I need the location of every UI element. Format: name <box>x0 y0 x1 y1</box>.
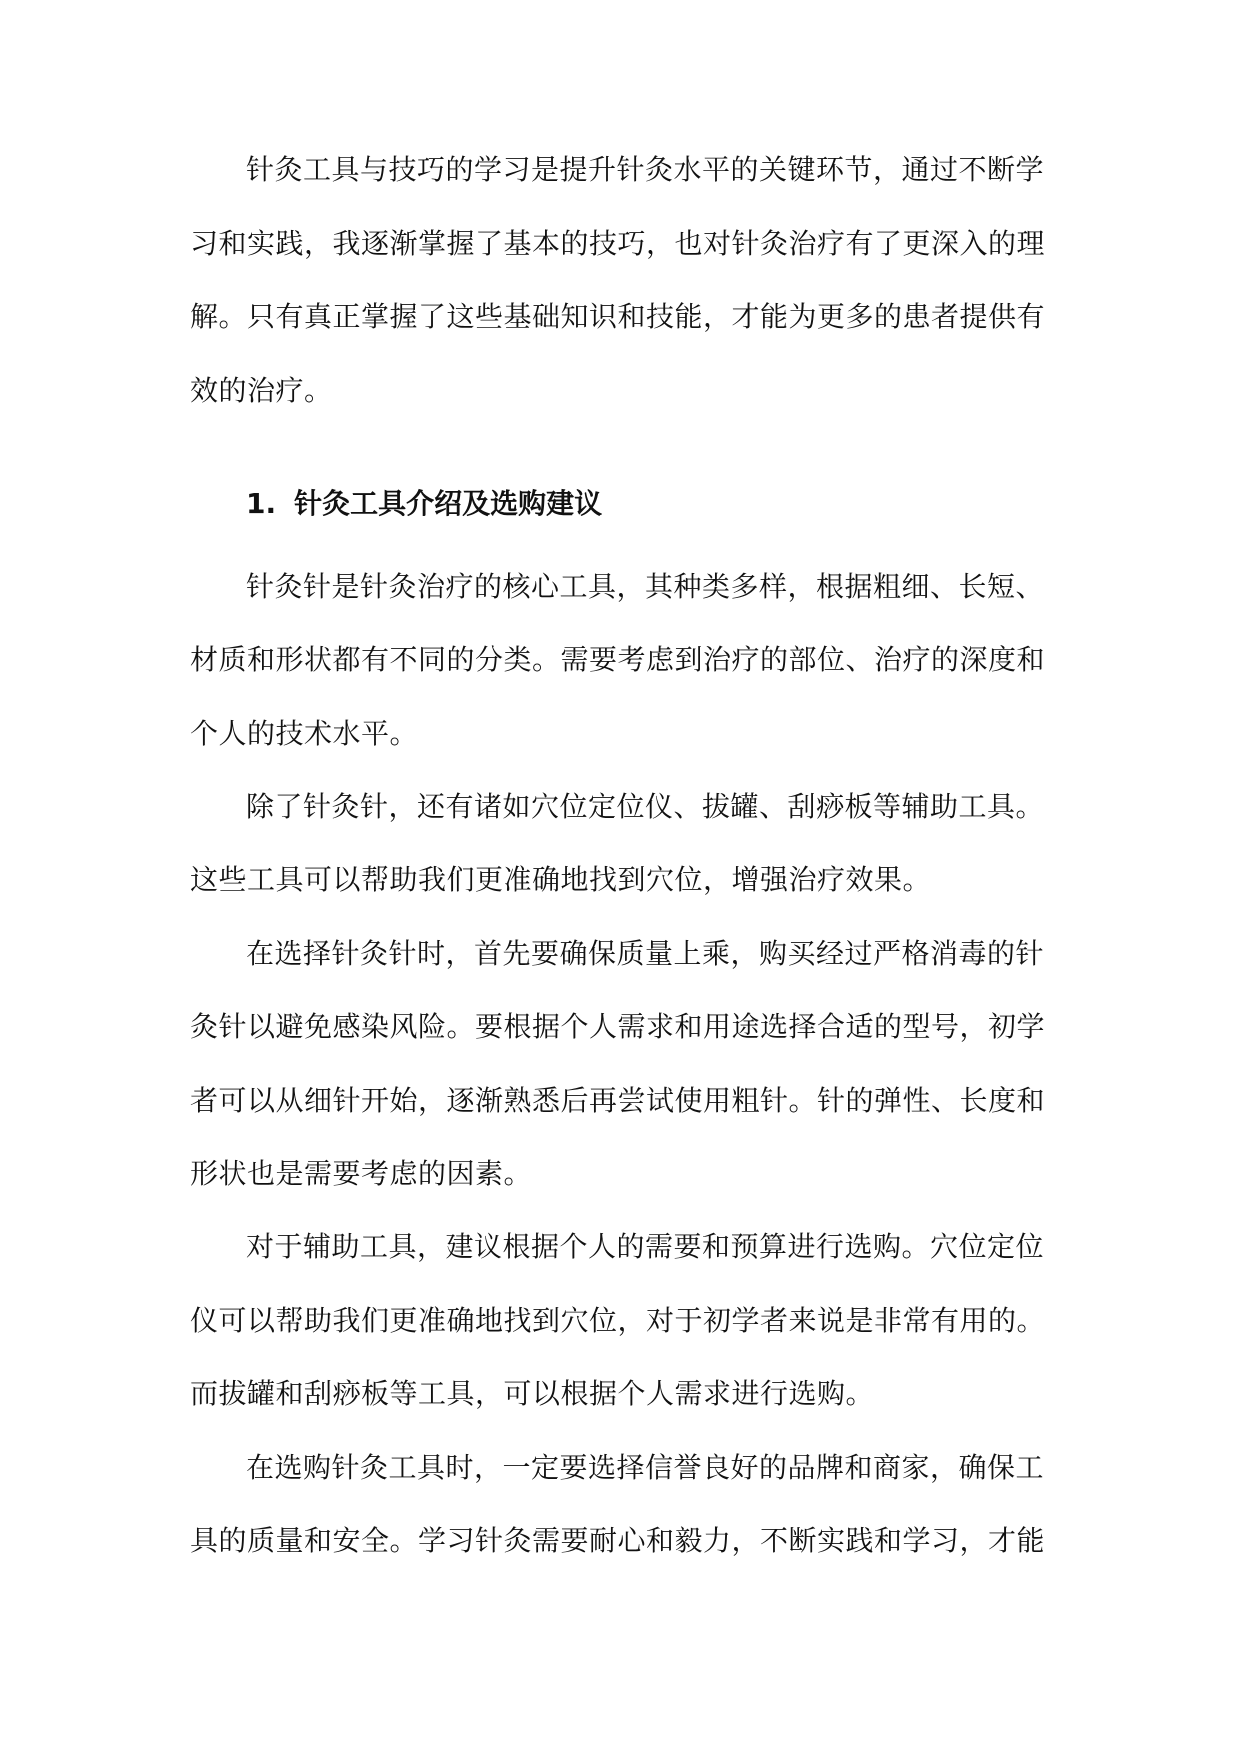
paragraph-5-line-1: 在选购针灸工具时，一定要选择信誉良好的品牌和商家，确保工 <box>246 1451 1045 1484</box>
paragraph-2-line-2: 这些工具可以帮助我们更准确地找到穴位，增强治疗效果。 <box>190 863 932 896</box>
paragraph-1-line-1: 针灸针是针灸治疗的核心工具，其种类多样，根据粗细、长短、 <box>246 570 1045 603</box>
paragraph-4-line-3: 而拔罐和刮痧板等工具，可以根据个人需求进行选购。 <box>190 1377 875 1410</box>
paragraph-2-line-1: 除了针灸针，还有诸如穴位定位仪、拔罐、刮痧板等辅助工具。 <box>246 790 1045 823</box>
paragraph-1-line-3: 个人的技术水平。 <box>190 717 419 750</box>
intro-line-3: 解。只有真正掌握了这些基础知识和技能，才能为更多的患者提供有 <box>190 300 1046 333</box>
section-heading <box>246 484 602 524</box>
paragraph-4-line-2: 仪可以帮助我们更准确地找到穴位，对于初学者来说是非常有用的。 <box>190 1304 1046 1337</box>
paragraph-1-line-2: 材质和形状都有不同的分类。需要考虑到治疗的部位、治疗的深度和 <box>190 643 1046 676</box>
section-title: 针灸工具介绍及选购建议 <box>294 487 603 520</box>
paragraph-4-line-1: 对于辅助工具，建议根据个人的需要和预算进行选购。穴位定位 <box>246 1230 1045 1263</box>
intro-line-1: 针灸工具与技巧的学习是提升针灸水平的关键环节，通过不断学 <box>246 153 1045 186</box>
section-number: 1. <box>246 487 277 520</box>
intro-line-2: 习和实践，我逐渐掌握了基本的技巧，也对针灸治疗有了更深入的理 <box>190 227 1046 260</box>
intro-line-4: 效的治疗。 <box>190 374 333 407</box>
paragraph-3-line-2: 灸针以避免感染风险。要根据个人需求和用途选择合适的型号，初学 <box>190 1010 1046 1043</box>
paragraph-3-line-1: 在选择针灸针时，首先要确保质量上乘，购买经过严格消毒的针 <box>246 937 1045 970</box>
paragraph-3-line-3: 者可以从细针开始，逐渐熟悉后再尝试使用粗针。针的弹性、长度和 <box>190 1084 1046 1117</box>
paragraph-5-line-2: 具的质量和安全。学习针灸需要耐心和毅力，不断实践和学习，才能 <box>190 1524 1046 1557</box>
paragraph-3-line-4: 形状也是需要考虑的因素。 <box>190 1157 533 1190</box>
